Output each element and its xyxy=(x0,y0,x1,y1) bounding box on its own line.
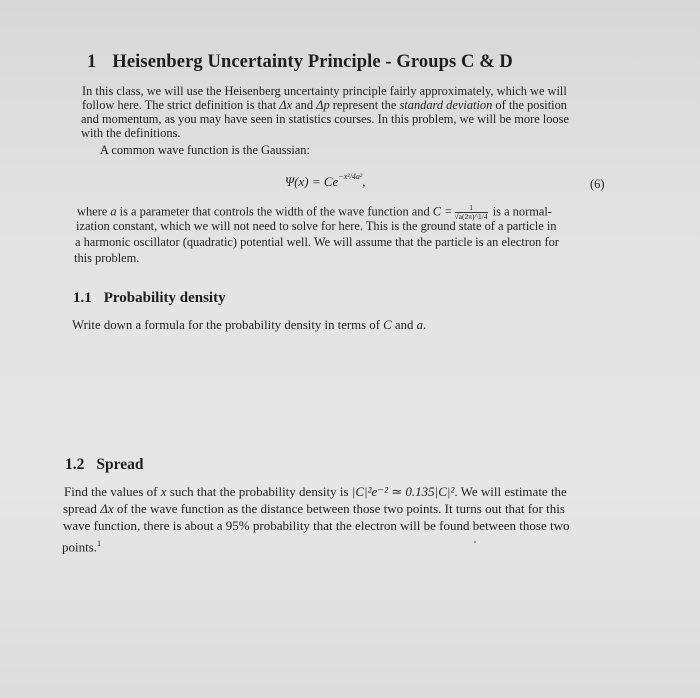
where-line-3: a harmonic oscillator (quadratic) potential well. We will assume that the particle is an electron for xyxy=(75,235,559,249)
gaussian-equation: $\Psi(x) = Ce^{-x^2/4a^2}$, xyxy=(285,172,366,189)
subsection-2-heading: 1.2 Spread xyxy=(65,456,144,473)
section-number: 1 xyxy=(87,52,97,72)
equation-lhs: Ψ(x) = Ce xyxy=(285,174,339,189)
section-heading xyxy=(87,52,513,73)
subsection-1-heading: 1.1 Probability density xyxy=(73,290,226,306)
intro-line-2: follow here. The strict definition is that Δx and Δp represent the standard deviation of the position xyxy=(82,98,567,112)
equation-number: (6) xyxy=(590,177,605,191)
subsection-2-line-3: wave function, there is about a 95% probability that the electron will be found between those two xyxy=(63,518,570,533)
subsection-2-line-1: Find the values of x such that the probability density is |C|²e⁻² ≃ 0.135|C|². We will estimate the xyxy=(64,484,567,499)
intro-line-3: and momentum, as you may have seen in statistics courses. In this problem, we will be more loose xyxy=(81,112,569,126)
intro-line-4: with the definitions. xyxy=(81,126,181,140)
paper-speck xyxy=(474,541,476,543)
subsection-1-text: Write down a formula for the probability density in terms of C and a. xyxy=(72,318,427,332)
where-line-1: where a is a parameter that controls the width of the wave function and C = $\frac{1}{√a(2\pi)\^{}1/4}$ is a normal- xyxy=(77,203,552,221)
equation-exponent: −x²/4a² xyxy=(338,172,363,181)
footnote-marker: 1 xyxy=(97,539,102,548)
c-definition: C = xyxy=(432,204,453,219)
where-line-2: ization constant, which we will not need to solve for here. This is the ground state of a particle in xyxy=(76,219,557,233)
subsection-2-line-2: spread Δx of the wave function as the distance between those two points. It turns out that for this xyxy=(63,501,565,516)
delta-p-symbol: Δp xyxy=(316,98,330,112)
std-dev-term: standard deviation xyxy=(399,98,493,112)
where-line-4: this problem. xyxy=(74,251,140,265)
normalization-fraction: $\frac{1}{√a(2\pi)\^{}1/4}$ xyxy=(454,203,488,221)
probability-expression: |C|²e⁻² ≃ 0.135|C|² xyxy=(351,484,455,499)
intro-line-5: A common wave function is the Gaussian: xyxy=(100,143,310,157)
subsection-2-line-4: points.$^1$ xyxy=(62,539,102,555)
delta-x-symbol: Δx xyxy=(279,98,293,112)
section-title: Heisenberg Uncertainty Principle - Groups C & D xyxy=(112,52,513,72)
intro-line-1: In this class, we will use the Heisenberg uncertainty principle fairly approximately, which we will xyxy=(82,84,567,98)
